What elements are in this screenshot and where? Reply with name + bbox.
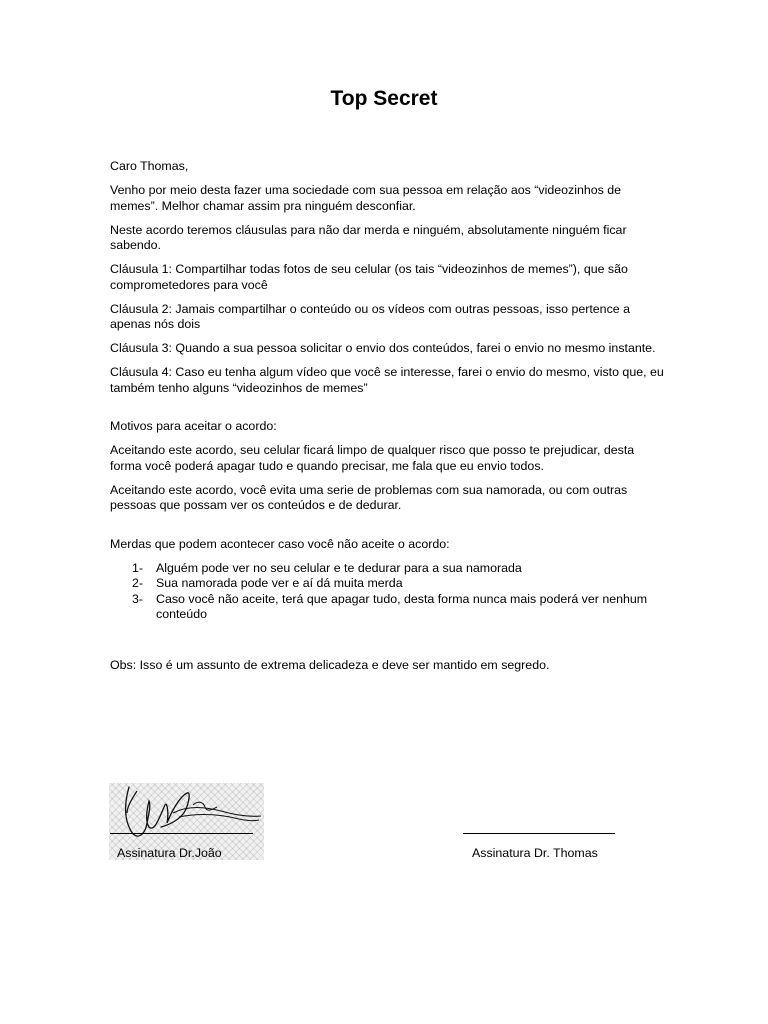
- signature-label-thomas: Assinatura Dr. Thomas: [472, 846, 598, 860]
- clause-4: Cláusula 4: Caso eu tenha algum vídeo que você se interesse, farei o envio do mesmo, visto que, eu também tenho alguns “videozinhos de memes”: [110, 365, 664, 395]
- clause-1: Cláusula 1: Compartilhar todas fotos de seu celular (os tais “videozinhos de memes”), que são comprometedores para você: [110, 262, 628, 292]
- list-number: 2-: [132, 576, 144, 590]
- obs-note: Obs: Isso é um assunto de extrema delicadeza e deve ser mantido em segredo.: [110, 657, 550, 672]
- paragraph-intro: Venho por meio desta fazer uma sociedade com sua pessoa em relação aos “videozinhos de memes”. Melhor chamar assim pra ninguém desconfiar.: [110, 183, 622, 213]
- consequences-list: [110, 561, 666, 623]
- motivo-1: Aceitando este acordo, seu celular ficará limpo de qualquer risco que posso te prejudicar, desta forma você poderá apagar tudo e quando precisar, me fala que eu envio todos.: [110, 443, 635, 473]
- signature-line-right: [463, 833, 615, 834]
- list-item: [110, 592, 666, 623]
- list-item: [110, 561, 666, 577]
- list-text: Alguém pode ver no seu celular e te dedurar para a sua namorada: [156, 560, 522, 575]
- list-text: Sua namorada pode ver e aí dá muita merda: [156, 576, 403, 590]
- motivos-heading: Motivos para aceitar o acordo:: [110, 419, 277, 433]
- signature-label-joao: Assinatura Dr.João: [117, 846, 222, 860]
- signature-line-left: [110, 833, 253, 834]
- paragraph-clauses-intro: Neste acordo teremos cláusulas para não dar merda e ninguém, absolutamente ninguém ficar sabendo.: [110, 222, 627, 252]
- clause-3: Cláusula 3: Quando a sua pessoa solicitar o envio dos conteúdos, farei o envio no mesmo instante.: [110, 341, 656, 355]
- letter-body: [110, 159, 666, 682]
- list-number: 1-: [132, 560, 144, 575]
- clause-2: Cláusula 2: Jamais compartilhar o conteúdo ou os vídeos com outras pessoas, isso pertence a apenas nós dois: [110, 301, 630, 331]
- greeting: Caro Thomas,: [110, 159, 189, 173]
- list-item: [110, 576, 666, 592]
- merdas-heading: Merdas que podem acontecer caso você não aceite o acordo:: [110, 536, 450, 551]
- document-title: Top Secret: [330, 87, 438, 110]
- list-number: 3-: [132, 591, 144, 606]
- motivo-2: Aceitando este acordo, você evita uma serie de problemas com sua namorada, ou com outras pessoas que possam ver os conteúdos e de dedurar.: [110, 482, 628, 512]
- list-text: Caso você não aceite, terá que apagar tudo, desta forma nunca mais poderá ver nenhum conteúdo: [156, 591, 648, 621]
